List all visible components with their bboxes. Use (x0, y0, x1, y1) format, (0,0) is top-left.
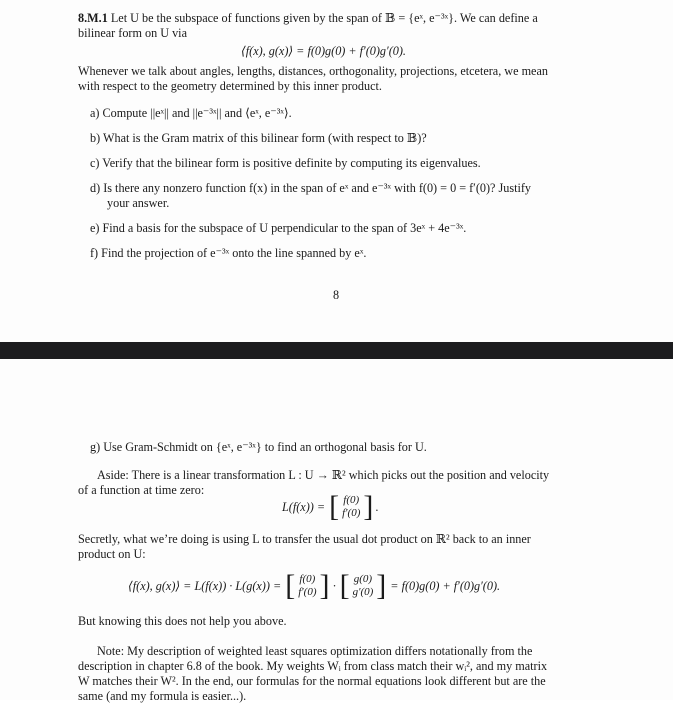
item-text: Find the projection of e⁻³ˣ onto the line spanned by eˣ. (101, 246, 367, 260)
dot-product-equation (128, 571, 500, 601)
vector-top: g(0) (353, 573, 373, 585)
item-text: Compute ||eˣ|| and ||e⁻³ˣ|| and ⟨eˣ, e⁻³ˣ⟩. (102, 106, 292, 120)
vector-entries (339, 494, 363, 520)
item-a (90, 106, 292, 121)
L-lhs: L(f(x)) = (282, 499, 326, 514)
item-e (90, 221, 466, 236)
eq-vector-g (340, 571, 387, 601)
note-line2: description in chapter 6.8 of the book. My weights Wᵢ from class match their wᵢ², and my matrix (78, 659, 548, 673)
secret-line2: product on U: (78, 547, 146, 561)
item-label: b) (90, 131, 101, 145)
left-bracket-glyph: [ (339, 569, 350, 602)
item-text: What is the Gram matrix of this bilinear form (with respect to 𝔹)? (102, 131, 427, 145)
item-b (90, 131, 427, 146)
item-label: a) (90, 106, 100, 120)
vector-top: f(0) (299, 573, 316, 585)
eq-rhs: = f(0)g(0) + f′(0)g′(0). (390, 578, 501, 593)
eq-dot: · (332, 578, 337, 593)
item-text: Is there any nonzero function f(x) in the span of eˣ and e⁻³ˣ with f(0) = 0 = f′(0)? Justify (103, 181, 532, 195)
vector-bottom: f′(0) (298, 586, 317, 598)
right-bracket-glyph: ] (376, 569, 387, 602)
eq-vector-f (285, 571, 329, 601)
paragraph-line1: Whenever we talk about angles, lengths, distances, orthogonality, projections, etcetera, we mean (78, 64, 548, 78)
item-text: Verify that the bilinear form is positive definite by computing its eigenvalues. (102, 156, 481, 170)
right-bracket-glyph: ] (319, 569, 330, 602)
note-line4: same (and my formula is easier...). (78, 689, 247, 703)
item-label: e) (90, 221, 100, 235)
secret-line1: Secretly, what we’re doing is using L to transfer the usual dot product on ℝ² back to an inner (78, 532, 531, 546)
knowing-line: But knowing this does not help you above. (78, 614, 287, 628)
item-f (90, 246, 366, 261)
left-bracket-glyph: [ (285, 569, 296, 602)
problem-number: 8.M.1 (78, 11, 108, 25)
paragraph-line2: with respect to the geometry determined by this inner product. (78, 79, 382, 93)
item-text: Use Gram-Schmidt on {eˣ, e⁻³ˣ} to find an orthogonal basis for U. (103, 440, 427, 454)
item-d-continued: your answer. (107, 196, 170, 210)
problem-intro-text: Let U be the subspace of functions given by the span of 𝔹 = {eˣ, e⁻³ˣ}. We can define a (110, 11, 538, 25)
note-line1: Note: My description of weighted least squares optimization differs notationally from the (97, 644, 533, 658)
item-label: c) (90, 156, 100, 170)
item-label: f) (90, 246, 99, 260)
vector-entries (350, 573, 377, 599)
aside-line2: of a function at time zero: (78, 483, 205, 497)
inner-product-formula: ⟨f(x), g(x)⟩ = f(0)g(0) + f′(0)g′(0). (241, 44, 406, 58)
vector-entries (295, 573, 319, 599)
L-definition: L(f(x)) = [ f(0) f′(0) ] . (282, 490, 379, 523)
item-text: Find a basis for the subspace of U perpendicular to the span of 3eˣ + 4e⁻³ˣ. (102, 221, 467, 235)
page-divider (0, 342, 673, 359)
eq-lhs: ⟨f(x), g(x)⟩ = L(f(x)) · L(g(x)) = (128, 578, 282, 593)
item-label: g) (90, 440, 101, 454)
L-vector (329, 492, 373, 522)
item-d (90, 181, 531, 196)
left-bracket-glyph: [ (329, 490, 340, 523)
page-number: 8 (332, 288, 340, 302)
vector-bottom: g′(0) (352, 586, 374, 598)
item-g (90, 440, 427, 455)
problem-intro-line2: bilinear form on U via (78, 26, 187, 40)
note-line3: W matches their W². In the end, our formulas for the normal equations look different but are the (78, 674, 546, 688)
right-bracket-glyph: ] (363, 490, 374, 523)
page-bottom (0, 359, 673, 703)
item-c (90, 156, 481, 171)
aside-line1: Aside: There is a linear transformation L : U → ℝ² which picks out the position and velocity (97, 468, 550, 482)
item-label: d) (90, 181, 101, 195)
problem-intro-line1 (78, 11, 538, 26)
vector-bottom: f′(0) (342, 507, 361, 519)
vector-top: f(0) (343, 494, 360, 506)
page-top (0, 0, 673, 342)
